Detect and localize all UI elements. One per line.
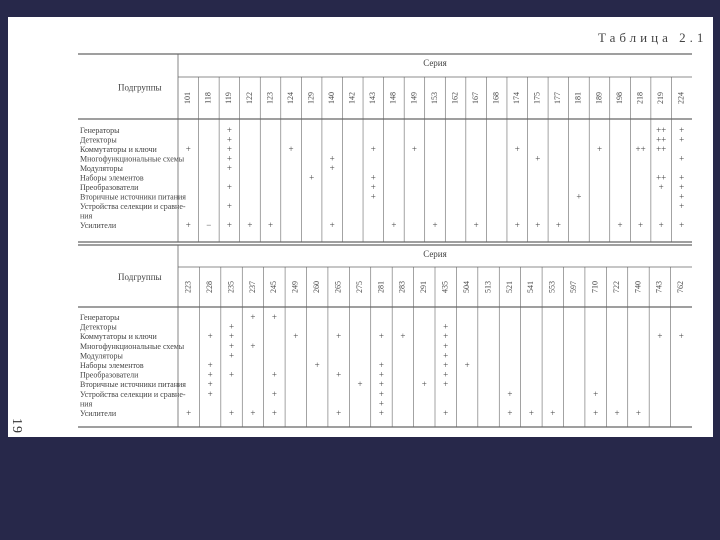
table1-series-label: 122 — [244, 92, 254, 104]
table2-mark: + — [378, 369, 384, 380]
table1-mark: ++ — [656, 125, 667, 135]
table1-mark: + — [679, 153, 685, 164]
table1-mark: + — [473, 220, 479, 230]
table1-series-label: 129 — [306, 92, 316, 104]
table2-mark: + — [443, 408, 449, 418]
table1-mark: ++ — [656, 172, 667, 183]
table2-mark: + — [443, 369, 449, 380]
table2-mark: + — [378, 398, 384, 409]
table1-series-label: 140 — [327, 92, 337, 104]
table1-mark: + — [329, 163, 335, 173]
table1-series-label: 142 — [347, 92, 357, 104]
table2-mark: + — [207, 331, 213, 342]
table1-mark: + — [679, 172, 685, 183]
table1-mark: + — [226, 153, 232, 164]
table1-series-label: 168 — [491, 92, 501, 104]
table1-mark: + — [576, 191, 582, 202]
table2-subgroup-label: Генераторы — [80, 313, 120, 322]
table1-series-label: 174 — [512, 92, 522, 104]
table2-subgroup-label: Коммутаторы и ключи — [80, 332, 157, 342]
table1-mark: + — [267, 220, 274, 230]
table2-mark: + — [443, 340, 449, 351]
table2-mark: + — [207, 369, 213, 380]
table2-mark: + — [357, 379, 363, 390]
table1-subgroup-label: Преобразователи — [80, 183, 139, 192]
table1-mark: + — [658, 182, 664, 192]
table2-mark: + — [271, 408, 277, 418]
table1-subgroup-label: Детекторы — [80, 135, 117, 145]
table2-mark: + — [550, 408, 556, 418]
table1-mark: + — [391, 220, 397, 230]
table2-series-label: 265 — [333, 281, 343, 293]
table2-mark: + — [229, 321, 235, 332]
table2-mark: + — [614, 408, 620, 418]
table2-mark: + — [293, 331, 299, 342]
table2-mark: + — [250, 340, 256, 351]
table2-mark: + — [378, 408, 384, 418]
table2-series-label: 281 — [376, 281, 386, 293]
table2-series-label: 228 — [204, 281, 214, 293]
table2-series-label: 245 — [269, 281, 279, 293]
table2-mark: + — [421, 379, 427, 390]
table2-mark: + — [657, 331, 663, 342]
table2-mark: + — [186, 408, 192, 418]
table1-mark: ++ — [656, 144, 667, 154]
table2-subgroup-label: Детекторы — [80, 322, 117, 332]
tables-canvas — [8, 17, 713, 437]
table2-subgroup-label: Устройства селекции и сравне- — [80, 389, 186, 399]
table1-mark: + — [370, 144, 376, 154]
table1-mark: + — [226, 125, 232, 135]
table2-mark: + — [400, 331, 406, 342]
table1-mark: + — [309, 172, 315, 183]
table1-mark: + — [370, 191, 376, 202]
table1-mark: + — [226, 144, 232, 154]
table2-subgroup-label: Многофункциональные схемы — [80, 341, 185, 351]
table2-series-label: 275 — [354, 281, 364, 293]
table1-subgroup-label: Усилители — [80, 221, 117, 230]
table1-mark: + — [226, 163, 232, 173]
table1-mark: − — [206, 220, 212, 230]
table1-mark: + — [596, 144, 603, 154]
table1-series-label: 189 — [594, 92, 604, 104]
table1-mark: + — [226, 182, 232, 192]
table1-mark: + — [679, 125, 685, 135]
table2-subgroup-header: Подгруппы — [118, 272, 162, 282]
table2-mark: + — [271, 369, 277, 380]
table1-series-label: 198 — [614, 92, 624, 104]
table2-mark: + — [271, 312, 277, 322]
table1-mark: + — [638, 220, 644, 230]
table2-series-label: 260 — [312, 281, 322, 293]
table1-subgroup-label: Многофункциональные схемы — [80, 154, 185, 164]
table2-series-label: 722 — [611, 281, 621, 293]
table1-mark: + — [288, 144, 294, 154]
table2-subgroup-label: Модуляторы — [80, 351, 123, 361]
table1-mark: + — [514, 144, 520, 154]
table1-mark: + — [679, 134, 685, 145]
table2-mark: + — [443, 321, 449, 332]
table2-mark: + — [678, 331, 684, 342]
table2-series-label: 513 — [483, 281, 493, 293]
table2-mark: + — [207, 379, 213, 390]
table2-mark: + — [336, 369, 342, 380]
table2-mark: + — [528, 408, 534, 418]
table2-series-label: 291 — [419, 281, 429, 293]
table2-mark: + — [336, 331, 342, 342]
table1-series-label: 177 — [553, 92, 563, 104]
table2-mark: + — [229, 350, 235, 361]
table2-subgroup-label: Усилители — [80, 409, 117, 418]
table2-mark: + — [593, 388, 599, 399]
table2-series-label: 597 — [569, 281, 579, 293]
table2-mark: + — [443, 350, 449, 361]
table1-mark: + — [679, 201, 685, 211]
table1-series-header: Серия — [423, 58, 447, 68]
table2-series-label: 762 — [676, 281, 686, 293]
page-number: 19 — [9, 418, 24, 434]
table2-series-label: 710 — [590, 281, 600, 293]
table2-mark: + — [229, 369, 235, 380]
table2-mark: + — [635, 408, 641, 418]
table2-series-label: 521 — [504, 281, 514, 294]
table1-subgroup-label: Вторичные источники питания — [80, 192, 186, 202]
table1-mark: + — [535, 220, 541, 230]
table1-series-label: 175 — [532, 92, 542, 104]
table2-series-label: 504 — [461, 281, 471, 293]
table2-series-header: Серия — [423, 249, 447, 259]
table1-mark: + — [679, 182, 685, 192]
table1-mark: + — [185, 220, 191, 230]
table1-series-label: 181 — [573, 92, 583, 104]
table1-subgroup-label: Наборы элементов — [80, 173, 144, 183]
table2-series-label: 235 — [226, 281, 236, 293]
table2-mark: + — [229, 340, 235, 351]
table1-mark: + — [185, 144, 191, 154]
table1-mark: + — [658, 220, 664, 230]
table2-series-label: 553 — [547, 281, 557, 293]
table1-mark: + — [370, 182, 376, 192]
scanned-page — [8, 17, 713, 437]
table2-series-label: 237 — [247, 281, 257, 293]
table1-series-label: 101 — [183, 92, 193, 104]
table1-subgroup-header: Подгруппы — [118, 82, 162, 93]
table1-mark: + — [617, 220, 623, 230]
table2-series-label: 435 — [440, 281, 450, 293]
table2-mark: + — [378, 388, 384, 399]
table1-series-label: 153 — [429, 92, 439, 104]
table1-series-label: 123 — [265, 92, 275, 104]
table1-mark: + — [329, 153, 335, 164]
table2-mark: + — [443, 360, 449, 370]
table2-mark: + — [378, 360, 384, 370]
table2-mark: + — [336, 408, 342, 418]
table1-mark: + — [555, 220, 561, 230]
table1-series-label: 118 — [203, 92, 213, 104]
table2-mark: + — [507, 388, 513, 399]
table1-series-label: 167 — [470, 92, 480, 104]
table2-series-label: 283 — [397, 281, 407, 293]
table2-subgroup-label: Наборы элементов — [80, 361, 144, 370]
table1-mark: + — [432, 220, 438, 230]
table2-mark: + — [229, 408, 235, 418]
table1-series-label: 162 — [450, 92, 460, 104]
table1-series-label: 143 — [368, 92, 378, 104]
table1-mark: + — [535, 153, 541, 164]
table1-subgroup-label: Коммутаторы и ключи — [80, 145, 157, 154]
table1-mark: + — [679, 191, 685, 202]
table2-mark: + — [378, 331, 384, 342]
table2-series-label: 223 — [183, 281, 193, 293]
table2-mark: + — [207, 360, 213, 370]
table1-series-label: 149 — [409, 92, 419, 104]
table2-mark: + — [593, 408, 599, 418]
table1-mark: + — [226, 134, 232, 145]
table2-mark: + — [464, 360, 470, 370]
table2-mark: + — [443, 331, 449, 342]
table1-series-label: 148 — [388, 92, 398, 104]
table-title: Таблица 2.1 — [598, 30, 708, 45]
table1-series-label: 218 — [635, 92, 645, 104]
table2-mark: + — [507, 408, 513, 418]
table1-series-label: 224 — [676, 92, 686, 104]
table1-mark: + — [370, 172, 376, 183]
table1-mark: + — [226, 201, 232, 211]
table1-subgroup-label: ния — [80, 211, 93, 221]
table1-series-label: 124 — [285, 92, 295, 104]
table2-mark: + — [207, 388, 213, 399]
table2-series-label: 249 — [290, 281, 300, 293]
table1-mark: + — [411, 144, 417, 154]
table2-mark: + — [250, 408, 256, 418]
table1-mark: + — [226, 220, 232, 230]
table2-series-label: 541 — [526, 281, 536, 293]
table1-mark: + — [329, 220, 335, 230]
table1-series-label: 219 — [655, 92, 666, 104]
table2-subgroup-label: Вторичные источники питания — [80, 380, 186, 390]
table1-mark: + — [247, 220, 253, 230]
table2-mark: + — [443, 379, 449, 390]
table2-series-label: 740 — [633, 281, 643, 293]
table1-mark: + — [514, 220, 520, 230]
table1-subgroup-label: Генераторы — [80, 126, 120, 135]
table1-mark: + — [679, 220, 685, 230]
table2-mark: + — [378, 379, 384, 390]
table2-mark: + — [229, 331, 235, 342]
table1-mark: ++ — [656, 134, 667, 145]
table2-series-label: 743 — [654, 281, 664, 293]
table2-subgroup-label: Преобразователи — [80, 370, 139, 380]
table2-mark: + — [271, 388, 277, 399]
table1-subgroup-label: Модуляторы — [80, 164, 123, 173]
table2-mark: + — [314, 360, 320, 370]
table1-mark: ++ — [635, 144, 646, 154]
table2-mark: + — [250, 312, 256, 322]
table2-subgroup-label: ния — [80, 399, 93, 409]
table1-subgroup-label: Устройства селекции и сравне- — [80, 202, 186, 211]
table1-series-label: 119 — [224, 92, 234, 104]
